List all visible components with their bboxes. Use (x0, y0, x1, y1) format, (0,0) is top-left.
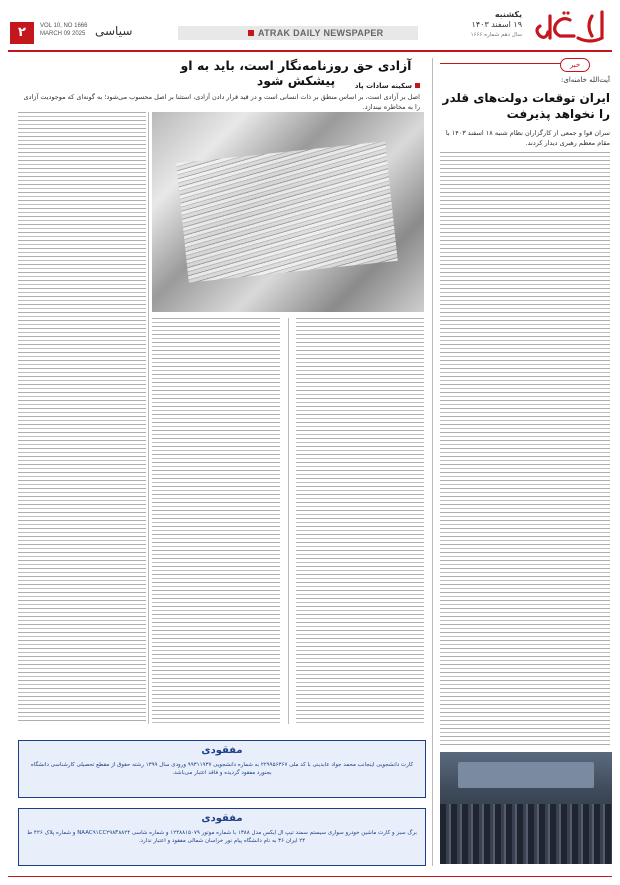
right-article-title: ایران توقعات دولت‌های قلدر را نخواهد پذیرفت (442, 91, 610, 121)
leader-meeting-photo (440, 752, 612, 864)
notice-text: کارت دانشجویی اینجانب محمد جواد عابدینی با کد ملی ۲۲۹۹۵۶۳۶۷ به شماره دانشجویی ۹۹۳۱۱۹۳۷ ورودی سال ۱۳۹۹ رشته حقوق از مقطع تحصیلی کارشناسی دانشگاه بجنورد مفقود گردیده و فاقد اعتبار می‌باشد. (30, 762, 414, 776)
author-name: سکینه سادات پاد (354, 82, 412, 90)
body-column-2 (152, 318, 280, 724)
newspapers-photo (152, 112, 424, 312)
photo-audience (440, 804, 612, 864)
body-column-1 (18, 112, 146, 724)
date-box (428, 10, 522, 40)
notice-text: برگ سبز و کارت ماشین خودرو سواری سیستم سمند تیپ ال ایکس مدل ۱۳۸۸ با شماره موتور ۱۲۴۸۸۱۵۰۷۹ و شماره شاسی NAAC۹۱CC۲۹۸F۸۸۲۴ و شماره پلاک ۴۲۶ ط ۲۴ ایران ۳۶ به نام دانشگاه پیام نور خراسان شمالی مفقود و اعتبار ندارد. (27, 830, 417, 844)
right-article-dateline: سران قوا و جمعی از کارگزاران نظام شنبه ۱۸ اسفند ۱۴۰۳ با مقام معظم رهبری دیدار کردند. (445, 129, 610, 147)
news-badge: خبر (560, 58, 590, 72)
notice-title: مفقودی (201, 813, 243, 824)
volume-info (40, 22, 87, 38)
issue-number: سال دهم شماره ۱۶۶۶ (470, 32, 522, 38)
newspaper-stack (176, 141, 397, 282)
volume-line: VOL 10, NO 1666 (40, 23, 88, 29)
main-headline: آزادی حق روزنامه‌نگار است، باید به او پیشکش شود (180, 58, 412, 88)
article-intro (20, 82, 420, 112)
footer-rule (8, 876, 612, 877)
notice-title: مفقودی (201, 745, 243, 756)
lost-notice-2 (18, 808, 426, 866)
red-square-icon (248, 30, 254, 36)
author-line (20, 82, 420, 90)
column-divider (432, 58, 433, 866)
bullet-square-icon (415, 83, 420, 88)
right-article-body (440, 152, 610, 746)
header-rule (8, 50, 612, 52)
atrak-logo (530, 6, 610, 48)
column-divider (148, 112, 149, 724)
photo-stage (458, 762, 594, 788)
lost-notice-1 (18, 740, 426, 798)
section-label: سیاسی (95, 24, 133, 38)
news-divider (440, 63, 570, 64)
page-number-badge: ۲ (10, 22, 34, 44)
right-article-kicker: آیت‌الله خامنه‌ای: (561, 76, 610, 84)
article-lead: اصل بر آزادی است، بر اساس منطق بر ذات انسانی است و در قید قرار دادن آزادی، استثنا بر اصل محسوب می‌شود؛ به گونه‌ای که موجودیت آزادی را به مخاطره نیندازد. (23, 93, 420, 111)
issue-day: یکشنبه (494, 10, 522, 19)
issue-date: ۱۹ اسفند ۱۴۰۳ (471, 20, 522, 29)
column-divider (288, 318, 289, 724)
paper-name: ATRAK DAILY NEWSPAPER (258, 28, 384, 38)
date-line-latin: MARCH 09 2025 (40, 31, 86, 37)
body-column-3 (296, 318, 424, 724)
